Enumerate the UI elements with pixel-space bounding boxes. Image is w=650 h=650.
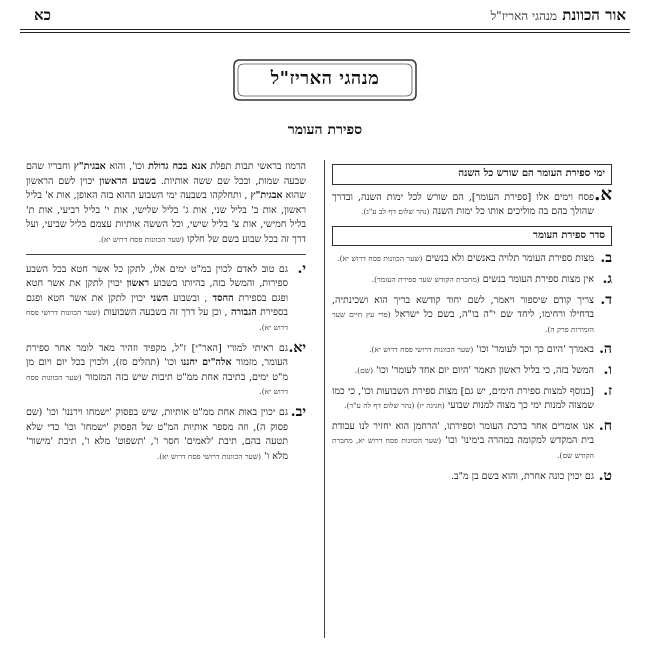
paragraph-g [332, 270, 612, 288]
paragraph-t [332, 467, 612, 485]
paragraph-yb [26, 403, 306, 464]
source-citation: (שער הכוונות דרושי פסח דרוש יא). [156, 451, 262, 461]
header-title [491, 6, 626, 25]
paragraph-text: באמרך 'היום כך וכך לעומר' וכו' [476, 344, 594, 356]
paragraph-h2 [332, 417, 612, 464]
paragraph-intro [26, 160, 306, 248]
section-heading-1: ימי ספירת העומר הם שורש כל השנה [332, 164, 612, 185]
paragraph-a [332, 183, 612, 220]
source-citation: (פרי עץ חיים שער הזמירות פרק ה). [332, 310, 594, 334]
paragraph-text: אנו אומרים אחר ברכת העומר וספירתו, 'הרחמן הוא יחזיר לנו עבודת בית המקדש למקומה במהרה בימינו' וכו' [332, 420, 594, 447]
section-title: ספירת העומר [287, 122, 363, 138]
paragraph-text: וכו' (תהלים סז), ולכוין בכל יום ויום מן מ"ט ימים, בתיבה אחת ממ"ט תיבות שיש בזה המזמור [26, 357, 288, 383]
paragraph-text: גם טוב לאדם לכוין במ"ט ימים אלו, לתקן כל אשר חטא בכל השבע ספירות, והמשל בזה, בהיותו בשבוע [26, 263, 288, 290]
column-divider [324, 160, 325, 638]
paragraph-text: , ובשבוע [173, 292, 208, 304]
paragraph-v [332, 361, 612, 379]
bold-term: ראשון [126, 278, 150, 290]
paragraph-text: יכוין לשם הראשון שהוא [26, 175, 306, 202]
chapter-banner [232, 58, 418, 102]
paragraph-h [332, 343, 612, 358]
bold-term: בשבוע הראשון [99, 175, 157, 187]
paragraph-text: גם יכוין באות אחת ממ"ט אותיות, שיש בפסוק 'ישמחו וירננו' וכו' (שם פסוק ה), וזה מספר אותיות המ"ט של הפסוק 'ישמחו' וכו' כדי שלא תטעה בהם, תיבת 'לאמים' חסר ו', 'תשפוט' מלא ו', תיבת 'מישור' מלא ו' [26, 406, 288, 462]
paragraph-text: המשל בזה, כי בליל ראשון תאמר 'היום יום אחד לעומר' וכו' [376, 364, 594, 376]
paragraph-letter: י. [297, 260, 306, 277]
paragraph-letter: ה. [599, 341, 612, 358]
source-citation: (שער הכוונות פסח דרוש יא, מחברת הקודש שם). [332, 436, 594, 460]
paragraph-letter: יא. [288, 339, 306, 356]
paragraph-text: אין מצות ספירת העומר בנשים [482, 273, 594, 285]
paragraph-text: יכוין לתקן את אשר חטא ופגם בספירת [26, 292, 288, 319]
chapter-title: מנהגי האריז"ל [270, 68, 380, 89]
paragraph-letter: ח. [598, 417, 612, 434]
paragraph-text: [בנוסף למצות ספירת הימים, יש גם] מצות ספירת השבועות וכו', כי כמו שמצוה למנות ימי כך מצוה למנות שבועי [332, 385, 594, 412]
paragraph-ya [26, 339, 306, 400]
header-rule [20, 29, 630, 33]
left-column [26, 160, 306, 470]
paragraph-text: יכוין לתקן את אשר חטא ופגם בספירת [26, 278, 288, 304]
paragraph-text: הרמוז בראשי תבות תפלת [210, 161, 307, 172]
source-citation: (שער הכוונות דרושי פסח דרוש יא). [26, 308, 288, 332]
bold-term: אבגית"ץ [250, 190, 283, 202]
paragraph-letter: ג. [602, 270, 612, 287]
source-citation: (שם). [354, 365, 374, 375]
paragraph-letter: ז. [603, 382, 612, 399]
bold-term: אבגית"ץ [73, 161, 106, 172]
paragraph-text: גם ראיתי למורי [האר"י] ז"ל, מקפיד וזהיר מאד לומר אחר ספירת העומר, מזמור [26, 342, 288, 369]
source-citation: (שער הכוונות פסח דרוש יא). [98, 234, 185, 244]
source-citation: (מחברת הקודש שער ספירת העומר). [371, 274, 480, 284]
bold-term: אלה"ים יחננו [180, 357, 232, 369]
source-citation: (שער הכוונות פסח דרוש יא). [26, 372, 288, 397]
paragraph-text: צריך קודם שיספור ויאמר, לשם יחוד קודשא בריך הוא ושכינתיה, בדחילו ורחימו, ליחד שם י"ה בו"ה, בשם כל ישראל [332, 294, 594, 321]
source-citation: (נהר שלום דף לב ע"ג). [361, 207, 430, 217]
page-number: כא [34, 6, 51, 24]
bold-term: החסד [212, 292, 234, 304]
right-column [332, 160, 612, 490]
paragraph-d [332, 291, 612, 338]
paragraph-b [332, 252, 612, 267]
source-citation: (שער הכוונות פסח דרוש יא). [337, 254, 423, 264]
paragraph-text: וכו', והוא [109, 161, 145, 172]
bold-term: הגבורה [230, 307, 257, 319]
section-heading-2: סדר ספירת העומר [332, 226, 612, 247]
source-citation: (חגיגה יז) (נהר שלום דף לה ע"ד). [344, 401, 445, 411]
paragraph-letter: א. [594, 183, 612, 205]
running-header [20, 6, 630, 32]
header-title-main: אור הכוונת [562, 6, 626, 24]
paragraph-text: , ותחלקהו בשבעה ימי השבוע ההוא בזה האופן, אות א' בליל ראשון, אות ב' בליל שני, אות ג' בליל שלישי, אות י' בליל רביעי, אות ת' בליל חמישי, אות צ' בליל שישי, וכל הששה אותיות עצמם בליל שביעי, ועל דרך זה בכל שבוע בשם של חלקו [26, 190, 306, 245]
paragraph-text: וחבריו שהם שבעה שמות, ובכל שם ששה אותיות. [26, 161, 306, 187]
paragraph-text: גם יכוין כונה אחרת, והוא בשם בן מ"ב. [451, 470, 594, 482]
paragraph-text: , וכן על דרך זה בשבעה השבועות [103, 307, 228, 319]
paragraph-text: פסח וימים אלו [ספירת העומר], הם שורש לכל ימות השנה, ובדרך שהולך בהם בה מוליכים אותו כל ימות השנה [332, 191, 594, 218]
paragraph-y [26, 260, 306, 336]
bold-term: השני [150, 292, 169, 304]
paragraph-text: מצות ספירת העומר תלויה באנשים ולא בנשים [425, 253, 594, 265]
paragraph-letter: ו. [603, 361, 612, 378]
paragraph-z [332, 382, 612, 414]
source-citation: (שער הכוונות דרושי פסח דרוש יא). [369, 345, 474, 355]
paragraph-letter: ט. [598, 467, 612, 484]
paragraph-divider [26, 254, 306, 255]
paragraph-letter: ב. [600, 250, 612, 267]
paragraph-letter: ד. [600, 291, 612, 308]
paragraph-letter: יב. [290, 403, 306, 420]
header-title-sub: מנהגי האריז"ל [490, 9, 558, 23]
bold-term: אנא בכח גדולת [148, 161, 207, 172]
